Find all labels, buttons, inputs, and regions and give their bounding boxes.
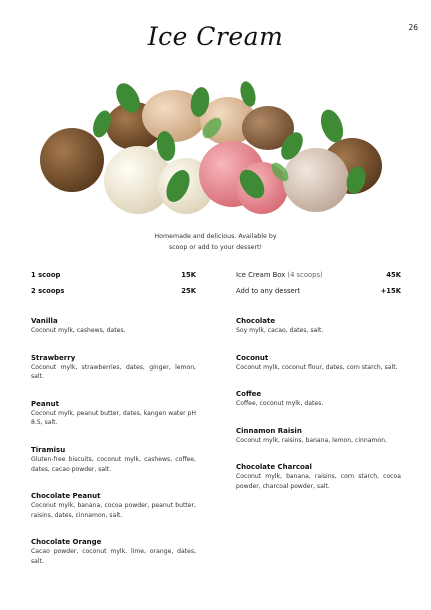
page-title: Ice Cream	[147, 22, 284, 51]
flavor-description: Cacao powder, coconut mylk, lime, orange, dates, salt.	[31, 548, 196, 565]
price-value: 45K	[386, 271, 401, 279]
flavor-name: Chocolate Orange	[31, 538, 102, 547]
flavor-name: Chocolate	[236, 317, 276, 325]
price-value: +15K	[380, 287, 401, 295]
flavor-description: Soy mylk, cacao, dates, salt.	[236, 327, 324, 334]
price-label	[236, 270, 323, 286]
price-label-text: Ice Cream Box	[236, 271, 286, 279]
flavor-description: Gluten-free biscuits, coconut mylk, cashews, coffee, dates, cacao powder, salt.	[31, 455, 196, 473]
flavor-description: Coconut mylk, banana, raisins, corn starch, cocoa powder, charcoal powder, salt.	[236, 473, 401, 490]
flavor-item	[31, 537, 196, 566]
price-label: 2 scoops	[31, 287, 65, 295]
flavor-description: Coconut mylk, raisins, banana, lemon, cinnamon.	[236, 436, 387, 444]
price-value: 25K	[181, 287, 196, 295]
flavor-item	[31, 491, 196, 520]
price-label: 1 scoop	[31, 271, 61, 279]
flavor-description: Coconut mylk, banana, cocoa powder, peanut butter, raisins, dates, cinnamon, salt.	[31, 502, 196, 519]
flavor-name: Tiramisu	[31, 445, 66, 454]
price-value: 15K	[181, 271, 196, 279]
right-column	[236, 270, 401, 492]
flavor-name: Strawberry	[31, 353, 76, 362]
flavor-description: Coconut mylk, coconut flour, dates, corn starch, salt.	[236, 363, 398, 371]
flavor-name: Coffee	[236, 390, 262, 399]
flavor-item	[236, 389, 401, 409]
left-column	[31, 270, 196, 567]
flavor-description: Coconut mylk, cashews, dates.	[31, 327, 126, 334]
ice-cream-photo	[36, 76, 396, 226]
flavor-item	[31, 353, 196, 382]
flavor-item	[31, 399, 196, 428]
flavor-name: Peanut	[31, 399, 59, 408]
flavor-item	[31, 316, 196, 336]
flavor-name: Coconut	[236, 353, 269, 362]
flavor-description: Coconut mylk, peanut butter, dates, kangen water pH 8.5, salt.	[31, 409, 196, 427]
flavor-description: Coffee, coconut mylk, dates.	[236, 400, 324, 408]
price-row	[236, 270, 401, 286]
flavor-name: Cinnamon Raisin	[236, 426, 302, 435]
intro-text	[130, 232, 301, 253]
price-label-note: (4 scoops)	[287, 271, 323, 279]
flavor-name: Chocolate Charcoal	[236, 463, 312, 472]
price-label: Add to any dessert	[236, 287, 301, 295]
flavor-item	[236, 426, 401, 446]
scoop	[40, 128, 104, 192]
flavor-name: Vanilla	[31, 317, 58, 325]
intro-line: scoop or add to your dessert!	[168, 243, 263, 251]
page-number: 26	[408, 23, 418, 32]
price-row	[31, 286, 196, 302]
intro-line: Homemade and delicious. Available by	[154, 233, 277, 240]
flavor-item	[31, 445, 196, 474]
price-row	[236, 286, 401, 302]
flavor-item	[236, 462, 401, 491]
flavor-item	[236, 353, 401, 373]
flavor-item	[236, 316, 401, 336]
flavor-name: Chocolate Peanut	[31, 492, 101, 501]
flavor-description: Coconut mylk, strawberries, dates, ginger, lemon, salt.	[31, 363, 196, 381]
price-row	[31, 270, 196, 286]
